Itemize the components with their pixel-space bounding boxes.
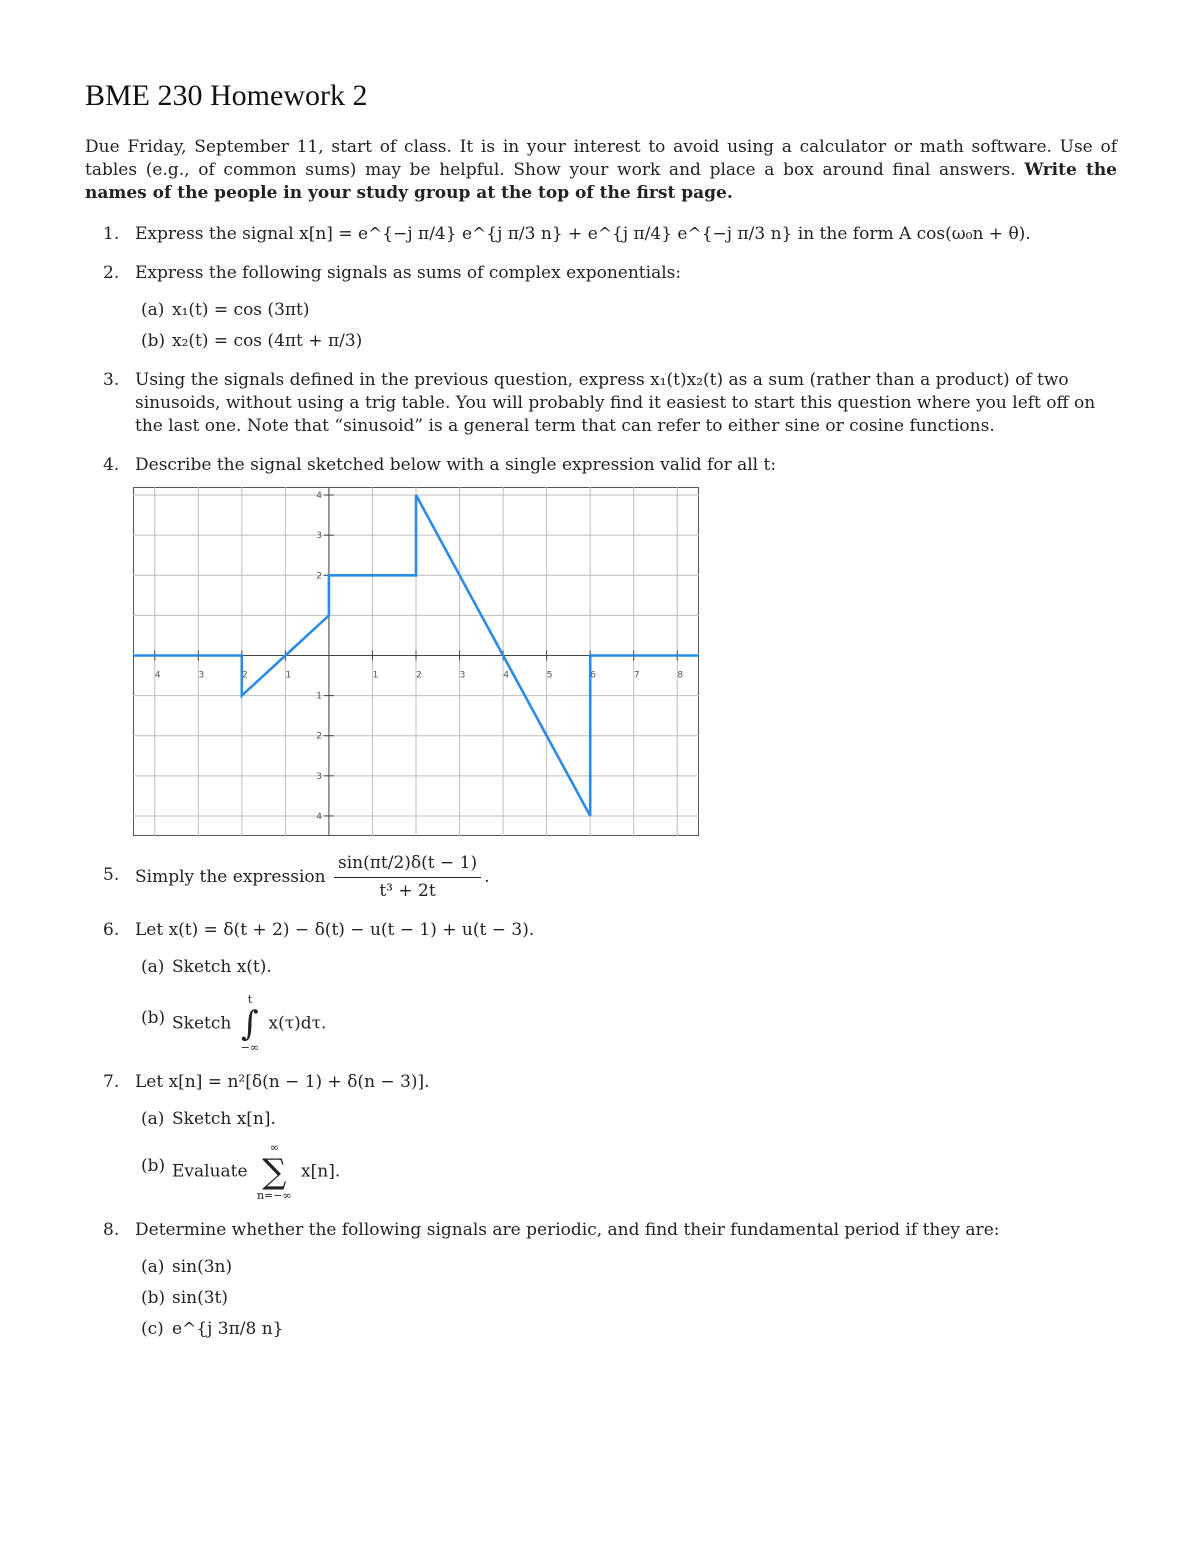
subpart-label: (b) — [141, 1008, 166, 1028]
fraction — [334, 852, 481, 903]
subpart-label: (b) — [141, 331, 166, 351]
problem-text: Express the signal — [135, 224, 300, 244]
signal-expression: x[n] = e^{−j π/4} e^{j π/3 n} + e^{j π/4} e^{−j π/3 n} — [299, 224, 793, 244]
y-tick-label: 2 — [316, 571, 322, 582]
y-tick-label: 3 — [316, 531, 322, 542]
problem-6 — [85, 919, 1117, 1055]
x-tick-label: 4 — [503, 670, 509, 681]
subpart-text: Sketch x[n]. — [172, 1109, 276, 1129]
subpart — [135, 1287, 1117, 1310]
fraction-numerator: sin(πt/2)δ(t − 1) — [334, 852, 481, 878]
sum-lower-limit: n=−∞ — [256, 1189, 292, 1202]
subpart-list — [135, 956, 1117, 1055]
x-tick-label: 6 — [590, 670, 597, 681]
y-tick-label: 2 — [316, 731, 322, 742]
x-tick-label: 8 — [677, 670, 684, 681]
signal-chart — [133, 487, 699, 836]
summation-operator — [257, 1141, 292, 1203]
x-tick-label: 5 — [546, 670, 553, 681]
sum-sign: ∑ — [262, 1152, 287, 1192]
subpart-label: (a) — [141, 1257, 165, 1277]
subpart-label: (b) — [141, 1156, 166, 1176]
problem-text-suffix: in the form A cos(ω₀n + θ). — [792, 224, 1031, 244]
x-tick-label: 3 — [459, 670, 466, 681]
problem-text: Using the signals defined in the previous question, express x₁(t)x₂(t) as a sum (rather than a product) of two sinusoids, without using a trig table. You will probably find it easiest to start this question where you left off on the last one. Note that “sinusoid” is a general term that can refer to either sine or cosine functions. — [135, 370, 1096, 436]
problem-number: 4. — [103, 455, 120, 475]
integral-sign: ∫ — [241, 1004, 259, 1044]
problem-text: Determine whether the following signals are periodic, and find their fundamental period if they are: — [135, 1220, 1000, 1240]
signal-chart-svg — [133, 487, 699, 836]
problem-text: Express the following signals as sums of complex exponentials: — [135, 263, 682, 283]
y-tick-label: 4 — [316, 491, 322, 502]
subpart — [135, 330, 1117, 353]
subpart — [135, 956, 1117, 979]
x-tick-label: 1 — [285, 670, 292, 681]
problem-number: 6. — [103, 920, 120, 940]
subpart — [135, 1318, 1117, 1341]
subpart-label: (a) — [141, 1109, 165, 1129]
subpart-text: x₂(t) = cos (4πt + π/3) — [172, 331, 363, 351]
problem-text-suffix: . — [484, 867, 490, 887]
problem-text: Simply the expression — [135, 867, 331, 887]
subpart-label: (a) — [141, 300, 165, 320]
subpart-list — [135, 299, 1117, 353]
subpart-text: x₁(t) = cos (3πt) — [172, 300, 310, 320]
problem-number: 3. — [103, 370, 120, 390]
subpart-label: (c) — [141, 1319, 164, 1339]
homework-page — [85, 78, 1117, 1357]
problem-8 — [85, 1219, 1117, 1341]
subpart — [135, 1256, 1117, 1279]
subpart-label: (a) — [141, 957, 165, 977]
summand: x[n]. — [295, 1161, 341, 1182]
y-tick-label: 4 — [316, 811, 322, 822]
integral-lower-limit: −∞ — [240, 1041, 260, 1054]
x-tick-label: 7 — [633, 670, 640, 681]
fraction-denominator: t³ + 2t — [379, 881, 436, 901]
problem-text: Let x(t) = δ(t + 2) − δ(t) − u(t − 1) + u(t − 3). — [135, 920, 535, 940]
problem-text: Let x[n] = n²[δ(n − 1) + δ(n − 3)]. — [135, 1072, 430, 1092]
problem-number: 8. — [103, 1220, 120, 1240]
x-tick-label: 2 — [416, 670, 422, 681]
y-tick-label: 3 — [316, 771, 322, 782]
intro-paragraph — [85, 136, 1117, 205]
subpart-label: (b) — [141, 1288, 166, 1308]
intro-bold-instruction: Write the names of the people in your study group at the top of the first page. — [85, 160, 1117, 203]
page-title: BME 230 Homework 2 — [85, 79, 368, 112]
subpart-text: Evaluate — [172, 1161, 253, 1182]
subpart-text: e^{j 3π/8 n} — [172, 1319, 284, 1339]
subpart-text: sin(3t) — [172, 1288, 229, 1308]
subpart — [135, 993, 1117, 1055]
x-tick-label: 1 — [372, 670, 379, 681]
problem-5 — [85, 852, 1117, 903]
subpart — [135, 1108, 1117, 1131]
problem-list — [85, 223, 1117, 1341]
intro-text: Due Friday, September 11, start of class. It is in your interest to avoid using a calculator or math software. Use of tables (e.g., of common sums) may be helpful. Show your work and place a box around final answers. — [85, 137, 1117, 180]
x-tick-label: 3 — [198, 670, 205, 681]
problem-number: 7. — [103, 1072, 120, 1092]
problem-text: Describe the signal sketched below with a single expression valid for all t: — [135, 455, 777, 475]
problem-number: 1. — [103, 224, 120, 244]
integral-upper-limit: t — [247, 993, 253, 1006]
x-tick-label: 2 — [241, 670, 248, 681]
subpart — [135, 299, 1117, 322]
sum-upper-limit: ∞ — [269, 1141, 279, 1154]
subpart-text: sin(3n) — [172, 1257, 233, 1277]
problem-7 — [85, 1071, 1117, 1203]
x-tick-label: 4 — [154, 670, 161, 681]
problem-1 — [85, 223, 1117, 246]
integral-operator — [241, 993, 259, 1055]
problem-3 — [85, 369, 1117, 438]
subpart-text: Sketch x(t). — [172, 957, 272, 977]
integrand: x(τ)dτ. — [263, 1013, 327, 1034]
subpart-list — [135, 1256, 1117, 1341]
subpart-text: Sketch — [172, 1013, 237, 1034]
problem-number: 2. — [103, 263, 120, 283]
problem-4 — [85, 454, 1117, 836]
y-tick-label: 1 — [316, 691, 322, 702]
problem-number: 5. — [103, 865, 120, 885]
problem-2 — [85, 262, 1117, 353]
subpart-list — [135, 1108, 1117, 1203]
subpart — [135, 1141, 1117, 1203]
